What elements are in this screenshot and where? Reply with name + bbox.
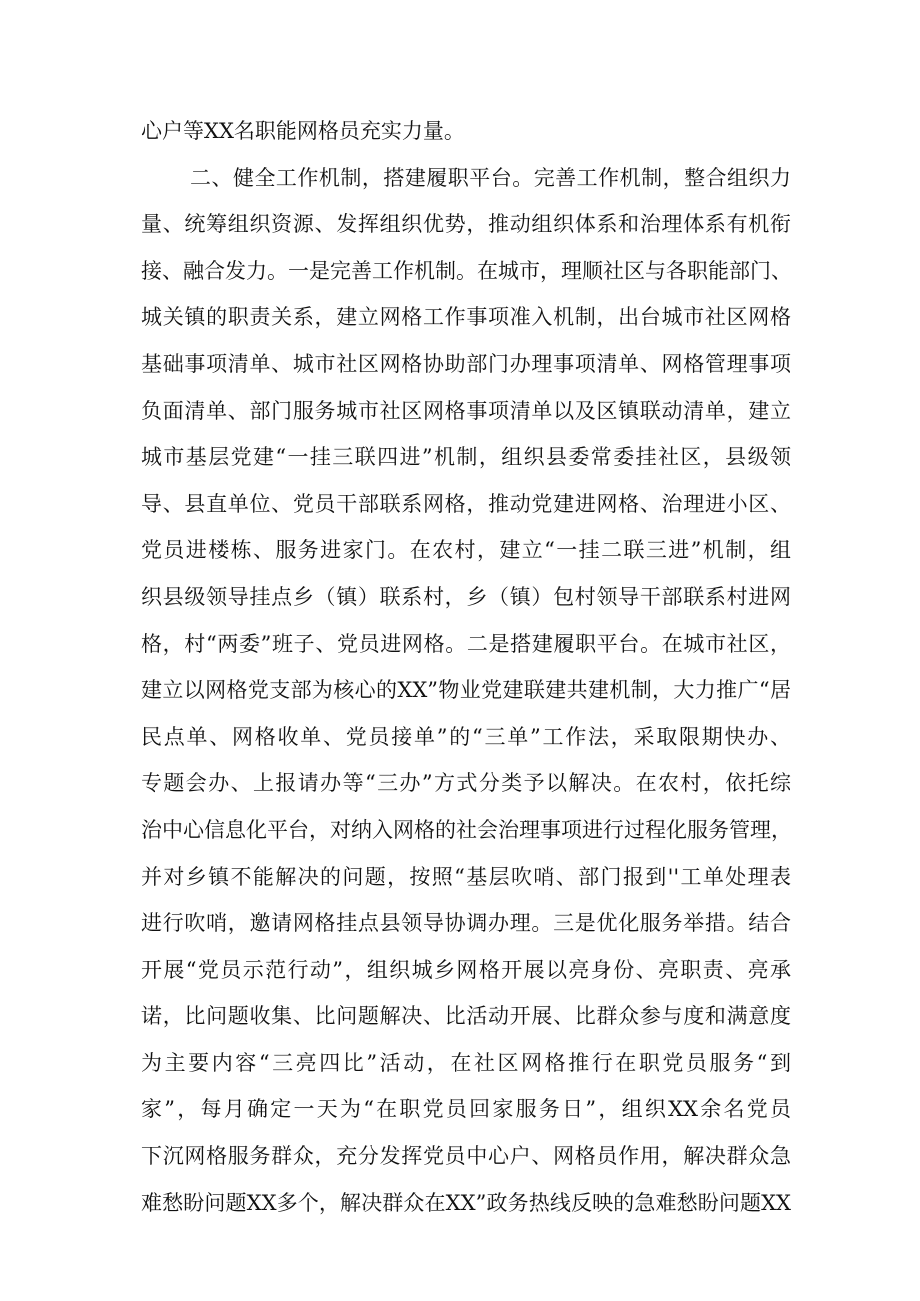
paragraph-line: 家”，每月确定一天为“在职党员回家服务日”，组织XX余名党员 — [141, 1097, 791, 1122]
paragraph-line: 二、健全工作机制，搭建履职平台。完善工作机制，整合组织力 — [190, 165, 791, 190]
paragraph-line: 党员进楼栋、服务进家门。在农村，建立“一挂二联三进”机制，组 — [141, 538, 791, 563]
paragraph-line: 诺，比问题收集、比问题解决、比活动开展、比群众参与度和满意度 — [141, 1004, 791, 1029]
paragraph-line: 下沉网格服务群众，充分发挥党员中心户、网格员作用，解决群众急 — [141, 1144, 791, 1169]
paragraph-line: 专题会办、上报请办等“三办”方式分类予以解决。在农村，依托综 — [141, 771, 791, 796]
paragraph-line: 量、统筹组织资源、发挥组织优势，推动组织体系和治理体系有机衔 — [141, 212, 791, 237]
paragraph-line: 织县级领导挂点乡（镇）联系村，乡（镇）包村领导干部联系村进网 — [141, 584, 791, 609]
paragraph-line: 难愁盼问题XX多个，解决群众在XX”政务热线反映的急难愁盼问题XX — [141, 1190, 791, 1215]
paragraph-line: 心户等XX名职能网格员充实力量。 — [141, 119, 465, 143]
paragraph-line: 建立以网格党支部为核心的XX”物业党建联建共建机制，大力推广“居 — [141, 678, 791, 703]
paragraph-line: 负面清单、部门服务城市社区网格事项清单以及区镇联动清单，建立 — [141, 398, 791, 423]
paragraph-line: 导、县直单位、党员干部联系网格，推动党建进网格、治理进小区、 — [141, 491, 791, 516]
paragraph-line: 城市基层党建“一挂三联四进”机制，组织县委常委挂社区，县级领 — [141, 445, 791, 470]
paragraph-line: 民点单、网格收单、党员接单”的“三单”工作法，采取限期快办、 — [141, 724, 791, 749]
paragraph-line: 格，村“两委”班子、党员进网格。二是搭建履职平台。在城市社区， — [141, 631, 791, 656]
paragraph-line: 城关镇的职责关系，建立网格工作事项准入机制，出台城市社区网格 — [141, 305, 791, 330]
paragraph-line: 治中心信息化平台，对纳入网格的社会治理事项进行过程化服务管理， — [141, 817, 792, 842]
paragraph-line: 并对乡镇不能解决的问题，按照“基层吹哨、部门报到''工单处理表 — [141, 864, 791, 889]
paragraph-line: 为主要内容“三亮四比”活动，在社区网格推行在职党员服务“到 — [141, 1050, 791, 1075]
paragraph-line: 进行吹哨，邀请网格挂点县领导协调办理。三是优化服务举措。结合 — [141, 911, 791, 936]
paragraph-line: 基础事项清单、城市社区网格协助部门办理事项清单、网格管理事项 — [141, 351, 791, 376]
paragraph-line: 接、融合发力。一是完善工作机制。在城市，理顺社区与各职能部门、 — [141, 258, 792, 283]
document-body — [141, 108, 791, 1226]
paragraph-line: 开展“党员示范行动”，组织城乡网格开展以亮身份、亮职责、亮承 — [141, 957, 791, 982]
